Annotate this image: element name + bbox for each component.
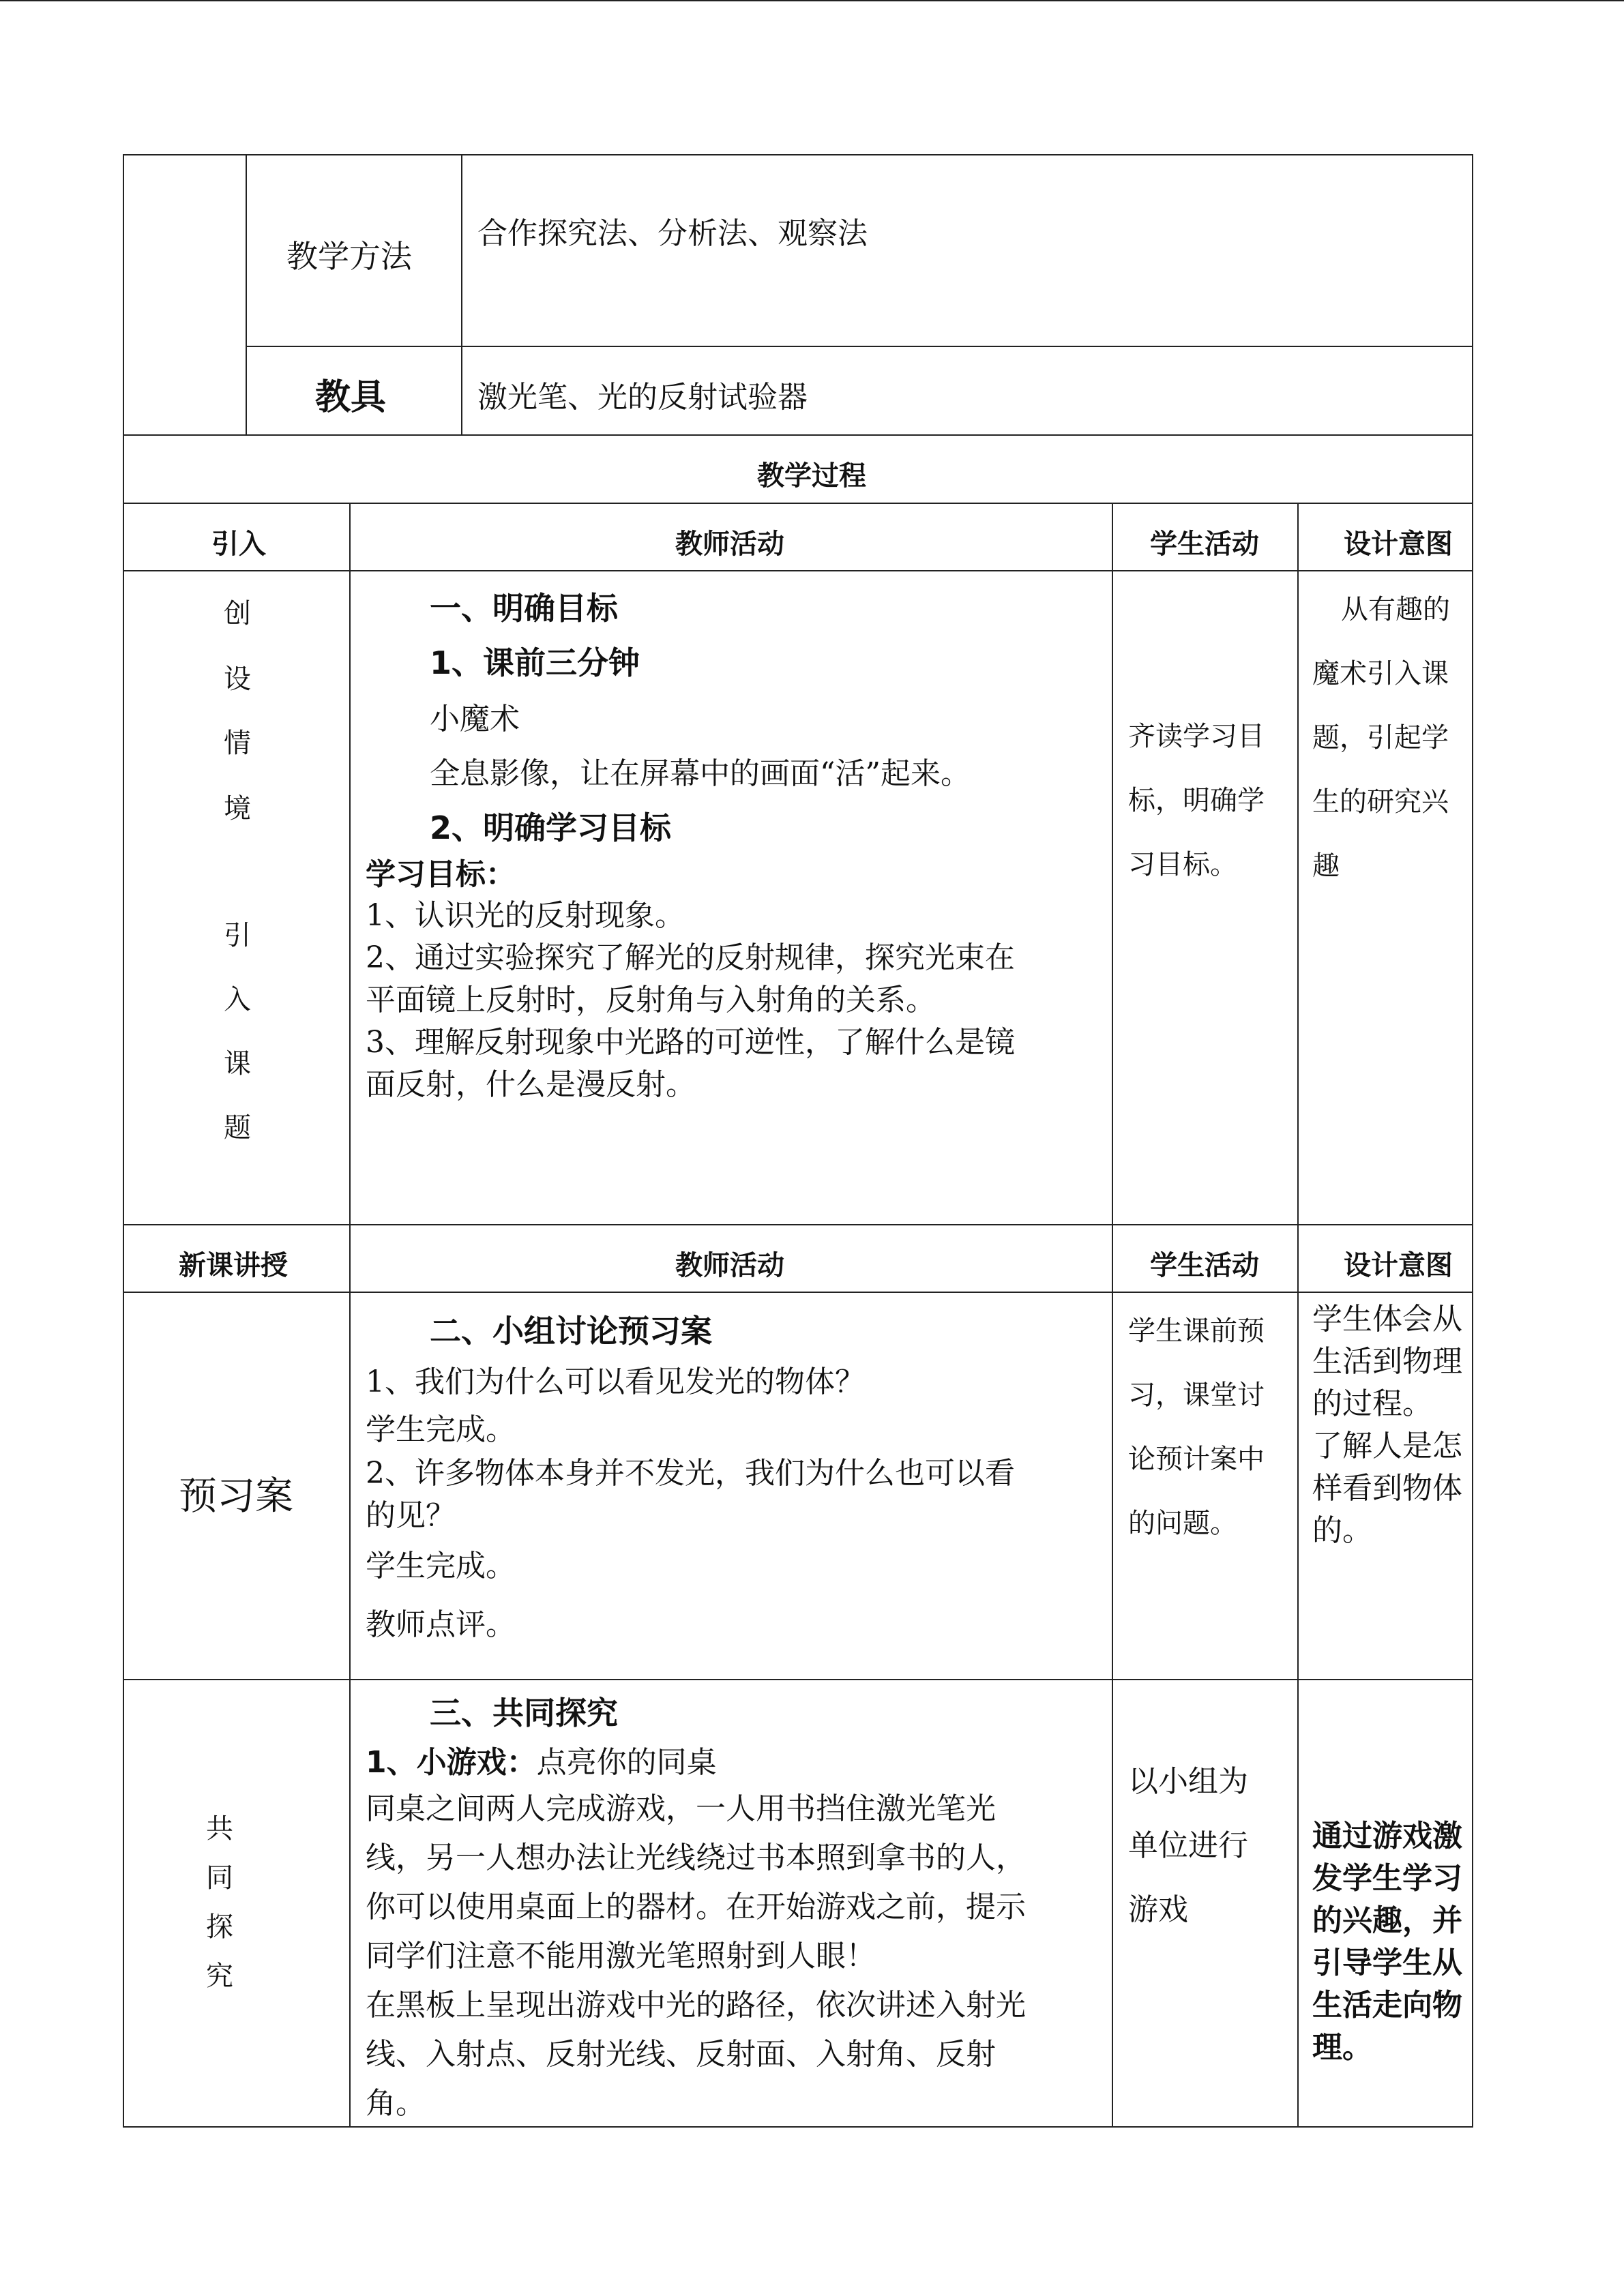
page-top-border [0,0,1624,1]
process-title: 教学过程 [757,460,866,492]
heading-joint-exploration: 三、共同探究 [430,1695,618,1731]
heading-group-discussion: 二、小组讨论预习案 [430,1313,712,1350]
header-student-activity-2: 学生活动 [1150,1250,1259,1281]
method-label: 教学方法 [286,238,412,275]
method-value: 合作探究法、分析法、观察法 [477,216,868,251]
header-design-intent: 设计意图 [1344,528,1453,560]
tools-value: 激光笔、光的反射试验器 [477,380,808,415]
heading-three-minutes: 1、课前三分钟 [430,644,640,681]
header-teacher-activity: 教师活动 [675,528,784,560]
goals-label: 学习目标： [366,857,516,892]
header-teacher-activity-2: 教师活动 [675,1250,784,1281]
preview-label: 预习案 [179,1474,293,1519]
heading-learning-goals: 2、明确学习目标 [430,809,672,846]
header-student-activity: 学生活动 [1150,528,1259,560]
header-design-intent-2: 设计意图 [1344,1250,1453,1281]
header-intro: 引入 [211,528,266,560]
header-new-lesson: 新课讲授 [179,1250,288,1281]
game-title-line: 1、小游戏：点亮你的同桌 [366,1745,717,1780]
tools-label: 教具 [315,377,387,418]
heading-clarify-goals: 一、明确目标 [430,590,618,627]
